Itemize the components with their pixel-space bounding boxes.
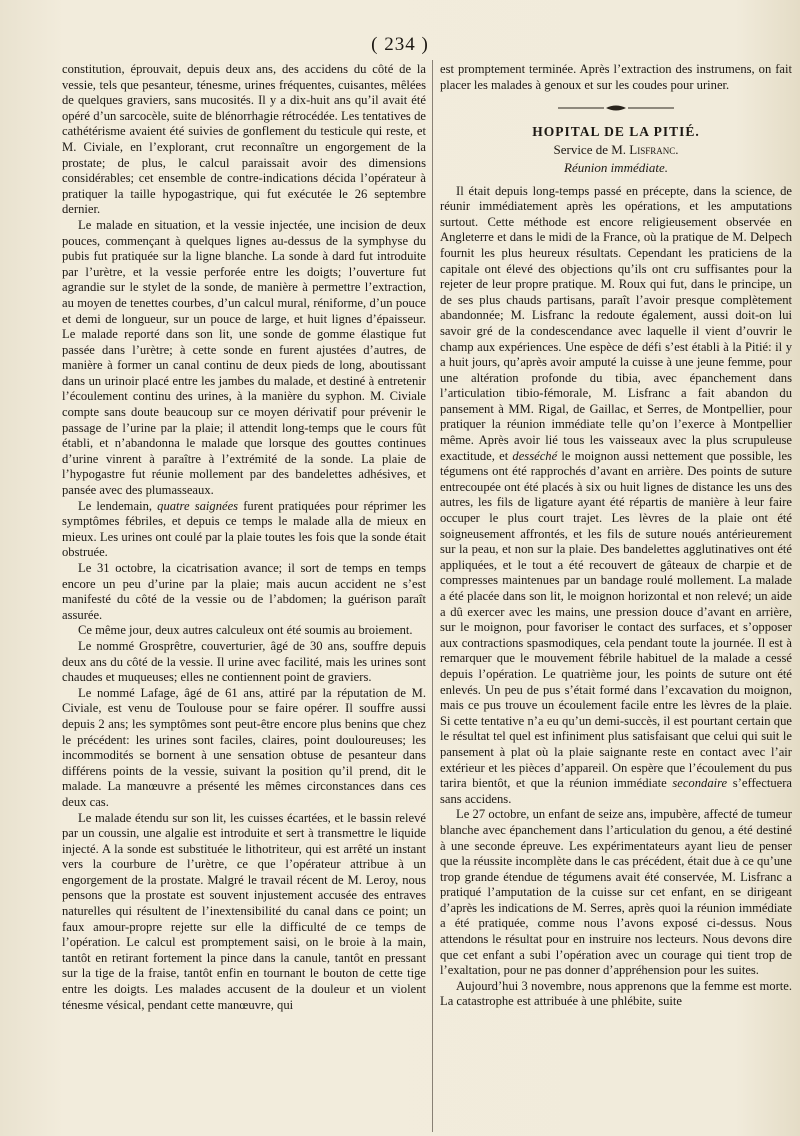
text-run: furent pratiquées pour réprimer les symptômes fébriles, et depuis ce temps le malade alla de mieux en mieux. Les urines ont coulé par la plaie toutes les fois que la sonde était obstruée.: [62, 498, 426, 560]
paragraph: [62, 639, 426, 686]
section-title: HOPITAL DE LA PITIÉ.: [532, 123, 700, 139]
paragraph: [62, 62, 426, 218]
paragraph: [62, 561, 426, 623]
text-run: Le 27 octobre, un enfant de seize ans, impubère, affecté de tumeur blanche avec épanchement dans l’articulation du genou, a été destiné à une seconde épreuve. Les expérimentateurs ayant lieu de penser que la réussite incomplète dans le cas précédent, était due à ce qu’une trop grande étendue de tégumens avait été conservée, M. Lisfranc a pratiqué l’amputation de la cuisse sur cet enfant, en se dirigeant d’après les indications de M. Serres, après quoi la réunion immédiate a été pratiquée, comme nous l’avons exposé ci-dessus. Nous attendons le résultat pour en instruire nos lecteurs. Nous devons dire que cet enfant a subi l’opération avec un courage qui tient trop de l’exaltation, pour ne pas donner d’appréhension pour les suites.: [440, 807, 792, 978]
text-run: Le nommé Lafage, âgé de 61 ans, attiré par la réputation de M. Civiale, est venu de Toulouse pour se faire opérer. Il souffre aussi depuis 2 ans; les symptômes sont peut-être encore plus benins que chez le précédent: les urines sont faciles, claires, point douloureuses; les incommodités se bornent à une sensation obtuse de pesanteur dans différens points de la vessie, suivant la position qu’il prend, dit le malade. La manœuvre a présenté les mêmes circonstances dans ces deux cas.: [62, 685, 426, 809]
text-run: Aujourd’hui 3 novembre, nous apprenons que la femme est morte. La catastrophe est attribuée à une phlébite, suite: [440, 978, 792, 1009]
left-column: [62, 62, 426, 1134]
service-name: M. Lisfranc.: [611, 142, 679, 158]
paragraph: [62, 811, 426, 1014]
service-line: [440, 142, 792, 158]
text-run: Ce même jour, deux autres calculeux ont été soumis au broiement.: [78, 623, 413, 638]
text-run: Le nommé Grosprêtre, couverturier, âgé de 30 ans, souffre depuis deux ans du côté de la vessie. Il urine avec facilité, mais les urines sont chaudes et muqueuses; elles ne contiennent point de graviers.: [62, 638, 426, 685]
page-number: ( 234 ): [371, 34, 429, 55]
paragraph: [440, 979, 792, 1010]
paragraph: [62, 499, 426, 561]
paragraph: [440, 184, 792, 808]
text-run: Le malade en situation, et la vessie injectée, une incision de deux pouces, commençant à quelques lignes au-dessus de la symphyse du pubis fut pratiquée sur la ligne blanche. La sonde à dard fut introduite par l’urètre, et la vessie perforée entre les doigts; l’ouverture fut agrandie sur le stylet de la sonde, de manière à permettre l’extraction, au moyen de tenettes courbes, d’un calcul mural, réniforme, d’un pouce et demi de longueur, sur un pouce de large, et huit lignes d’épaisseur. Le malade reporté dans son lit, une sonde de gomme élastique fut passée dans l’urètre; à cette sonde en furent ajustées d’autres, de manière à former un canal continu de deux pieds de long, aboutissant dans un urinoir placé entre les jambes du malade, et destiné à entretenir l’écoulement continu des urines, à la manière du syphon. M. Civiale compte sans doute beaucoup sur ce moyen dérivatif pour prévenir le passage de l’urine par la plaie; il attendit long-temps que le cours fût établi, et n’abandonna le malade que lorsque des gouttes continues d’urine vinrent à paraître à l’extrémité de la sonde. La plaie de l’hypogastre fut réunie mollement par des bandelettes adhésives, et pansée avec des plumasseaux.: [62, 217, 426, 498]
text-run: est promptement terminée. Après l’extraction des instrumens, on fait placer les malades à genoux et sur les coudes pour uriner.: [440, 62, 792, 92]
paragraph: [440, 62, 792, 93]
paragraph: [62, 686, 426, 811]
italic-text: quatre saignées: [157, 498, 239, 513]
paragraph: [62, 623, 426, 639]
text-run: s’effectuera sans accidens.: [440, 776, 792, 806]
text-run: constitution, éprouvait, depuis deux ans, des accidens du côté de la vessie, tels que pesanteur, ténesme, urines fréquentes, cuisantes, mêlées de quelques graviers, sans mucosités. Il y a dix-huit ans qu’il avait été opéré d’un sarcocèle, suite de blénorrhagie rétrocédée. Les tentatives de cathétérisme avaient été suivies de gonflement du testicule qui reste, et M. Civiale, en l’explorant, crut reconnaître un engorgement de la prostate; de plus, le calcul paraissait avoir des dimensions considérables; cet ensemble de contre-indications décida l’opérateur à pratiquer la taille hypogastrique, qui fut exécutée le 26 septembre dernier.: [62, 62, 426, 217]
italic-text: desséché: [512, 448, 558, 463]
right-column: [440, 62, 792, 1134]
text-run: Le malade étendu sur son lit, les cuisses écartées, et le bassin relevé par un coussin, une algalie est introduite et sert à transmettre le liquide injecté. A la sonde est substituée le lithotriteur, qui est arrêté un instant vers la courbure de l’urètre, ce que l’opérateur attribue à un engorgement de la prostate. Malgré le travail récent de M. Leroy, nous pensons que la prostate est souvent injustement accusée des entraves naturelles qui résultent de l’inextensibilité du canal dans ce point; un faux amour-propre rejette sur elle la difficulté de ce temps de l’opération. Le calcul est promptement saisi, on le broie à la main, tantôt en retirant fortement la pince dans la canule, tantôt en pressant sur la tige de la fraise, tantôt enfin en tournant le bouton de cette tige entre les doigts. Les malades accusent de la douleur et un violent ténesme vésical, pendant cette manœuvre, qui: [62, 810, 426, 1012]
paragraph: [440, 807, 792, 979]
text-run: Le 31 octobre, la cicatrisation avance; il sort de temps en temps encore un peu d’urine par la plaie; mais aucun accident ne s’est manifesté du côté de la vessie ou de l’abdomen; la guérison paraît assurée.: [62, 561, 426, 622]
section-ornament: [440, 102, 792, 118]
italic-text: secondaire: [672, 776, 728, 791]
paragraph: [62, 218, 426, 499]
text-run: Il était depuis long-temps passé en précepte, dans la science, de réunir immédiatement après les opérations, et les amputations surtout. Cette méthode est encore religieusement observée en Angleterre et dans le midi de la France, où la pratique de M. Delpech fournit les plus heureux résultats. Cependant les praticiens de la capitale ont élevé des objections qu’ils ont cru suffisantes pour la rejeter de leur propre pratique. M. Roux qui fut, dans le principe, un de ses plus chauds partisans, paraît l’avoir presque complètement abandonnée; M. Lisfranc la redoute également, aussi doit-on lui savoir gré de la condescendance avec laquelle il vient d’ouvrir le champ aux expériences. Une espèce de défi s’est établi à la Pitié: il y a huit jours, qu’après avoir amputé la cuisse à une jeune femme, pour une altération profonde du tibia, avec épanchement dans l’articulation tibio-fémorale, M. Lisfranc a fait abandon du pansement à MM. Rigal, de Gaillac, et Serres, de Montpellier, pour pratiquer la réunion immédiate telle qu’on l’exerce à Montpellier même. Après avoir lié tous les vaisseaux avec la plus scrupuleuse exactitude, et: [440, 183, 792, 463]
text-run: le moignon aussi nettement que possible, les tégumens ont été rapprochés d’avant en arrière. Des points de suture entrecoupée ont été placés à six ou huit lignes de distance les uns des autres, les fils de ligature ayant été répartis de manière à leur faire occuper le plus court trajet. Les lèvres de la plaie ont été soigneusement affrontés, et les fils de suture noués antérieurement sur la peau, et non sur la plaie. Des bandelettes agglutinatives ont été appliquées, et le tout a été recouvert de gâteaux de charpie et de compresses maintenues par un bandage roulé mollement. La malade a été placée dans son lit, le moignon horizontal et non relevé; un aide a dû exercer avec les mains, une pression douce d’avant en arrière, sur le moignon, pour favoriser le contact des surfaces, et s’opposer aux contractions spasmodiques, cela pendant toute la journée. Il est à remarquer que le mouvement fébrile habituel de la malade a cessé depuis l’opération. Le quatrième jour, les points de suture ont été enlevés. Un peu de pus s’était formé dans l’excavation du moignon, mais ce pus trouve un écoulement facile entre les lèvres de la plaie. Si cette tentative n’a eu qu’un demi-succès, il est pourtant certain que le résultat tel quel est infiniment plus satisfaisant que celui qui suit le pansement à plat où la plaie saignante reste en contact avec l’air extérieur et les pièces d’appareil. On espère que l’écoulement du pus tarira bientôt, et que la réunion immédiate: [440, 448, 792, 791]
column-divider: [432, 60, 433, 1132]
section-subtitle: Réunion immédiate.: [564, 159, 668, 175]
right-column-intro: [440, 62, 792, 93]
text-run: Le lendemain,: [78, 498, 158, 513]
ornament-rule-icon: [556, 103, 676, 113]
right-column-body: [440, 184, 792, 1010]
service-prefix: Service de: [553, 142, 612, 158]
